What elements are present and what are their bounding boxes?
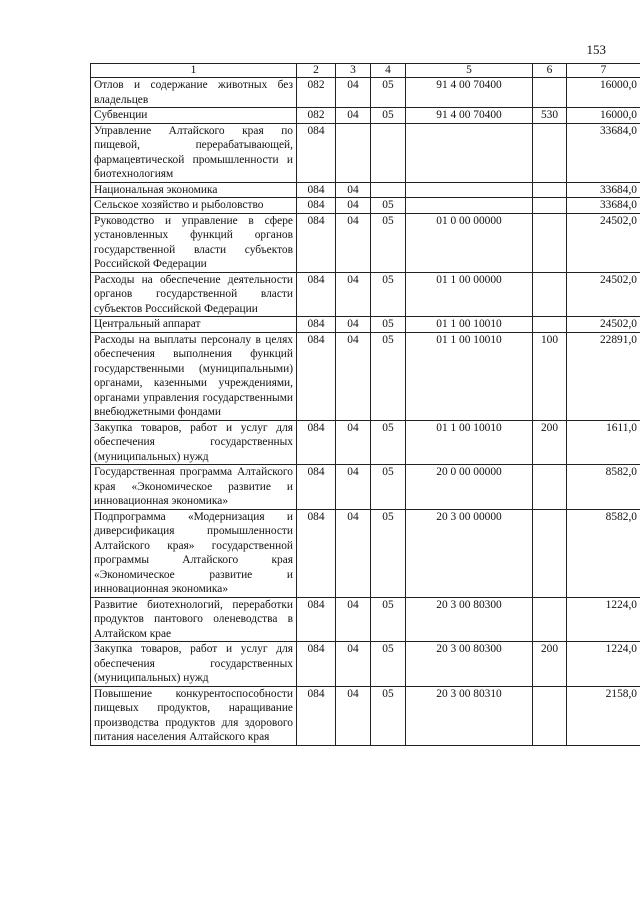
amount-cell: 8582,0 — [567, 509, 640, 597]
ministry-code-cell: 084 — [297, 213, 336, 272]
subsection-code-cell: 05 — [371, 108, 406, 124]
expense-type-cell — [533, 272, 567, 317]
ministry-code-cell: 084 — [297, 686, 336, 745]
subsection-code-cell: 05 — [371, 332, 406, 420]
table-row — [91, 78, 640, 108]
section-code-cell: 04 — [336, 332, 371, 420]
budget-table — [90, 63, 640, 746]
section-code-cell: 04 — [336, 509, 371, 597]
target-code-cell: 91 4 00 70400 — [406, 108, 533, 124]
section-code-cell: 04 — [336, 182, 371, 198]
table-row — [91, 198, 640, 214]
table-row — [91, 317, 640, 333]
amount-cell: 1224,0 — [567, 597, 640, 642]
section-code-cell: 04 — [336, 198, 371, 214]
subsection-code-cell: 05 — [371, 420, 406, 465]
column-header-4: 4 — [371, 64, 406, 78]
target-code-cell: 01 1 00 10010 — [406, 420, 533, 465]
row-name-cell: Закупка товаров, работ и услуг для обеспечения государственных (муниципальных) нужд — [91, 642, 297, 687]
page-number: 153 — [586, 42, 606, 57]
column-header-3: 3 — [336, 64, 371, 78]
table-row — [91, 597, 640, 642]
ministry-code-cell: 084 — [297, 123, 336, 182]
row-name-cell: Управление Алтайского края по пищевой, перерабатывающей, фармацевтической промышленности и биотехнологиям — [91, 123, 297, 182]
expense-type-cell — [533, 597, 567, 642]
amount-cell: 22891,0 — [567, 332, 640, 420]
target-code-cell — [406, 182, 533, 198]
column-header-6: 6 — [533, 64, 567, 78]
subsection-code-cell: 05 — [371, 78, 406, 108]
table-row — [91, 213, 640, 272]
amount-cell: 8582,0 — [567, 465, 640, 510]
ministry-code-cell: 084 — [297, 509, 336, 597]
column-header-7: 7 — [567, 64, 640, 78]
column-header-2: 2 — [297, 64, 336, 78]
subsection-code-cell: 05 — [371, 272, 406, 317]
expense-type-cell — [533, 123, 567, 182]
table-body — [91, 78, 640, 746]
section-code-cell: 04 — [336, 108, 371, 124]
target-code-cell: 20 3 00 80300 — [406, 597, 533, 642]
target-code-cell: 01 1 00 10010 — [406, 332, 533, 420]
subsection-code-cell — [371, 182, 406, 198]
amount-cell: 16000,0 — [567, 78, 640, 108]
amount-cell: 24502,0 — [567, 272, 640, 317]
subsection-code-cell: 05 — [371, 317, 406, 333]
section-code-cell: 04 — [336, 420, 371, 465]
table-row — [91, 465, 640, 510]
expense-type-cell — [533, 686, 567, 745]
amount-cell: 24502,0 — [567, 213, 640, 272]
expense-type-cell — [533, 78, 567, 108]
target-code-cell: 01 1 00 00000 — [406, 272, 533, 317]
amount-cell: 33684,0 — [567, 182, 640, 198]
row-name-cell: Расходы на обеспечение деятельности органов государственной власти субъектов Российской Федерации — [91, 272, 297, 317]
section-code-cell: 04 — [336, 465, 371, 510]
table-row — [91, 272, 640, 317]
row-name-cell: Повышение конкурентоспособности пищевых продуктов, наращивание производства продуктов для здорового питания населения Алтайского края — [91, 686, 297, 745]
expense-type-cell — [533, 509, 567, 597]
amount-cell: 2158,0 — [567, 686, 640, 745]
target-code-cell: 20 0 00 00000 — [406, 465, 533, 510]
subsection-code-cell: 05 — [371, 213, 406, 272]
row-name-cell: Национальная экономика — [91, 182, 297, 198]
section-code-cell — [336, 123, 371, 182]
row-name-cell: Отлов и содержание животных без владельцев — [91, 78, 297, 108]
row-name-cell: Закупка товаров, работ и услуг для обеспечения государственных (муниципальных) нужд — [91, 420, 297, 465]
table-row — [91, 123, 640, 182]
target-code-cell: 91 4 00 70400 — [406, 78, 533, 108]
ministry-code-cell: 084 — [297, 420, 336, 465]
ministry-code-cell: 084 — [297, 182, 336, 198]
row-name-cell: Расходы на выплаты персоналу в целях обеспечения выполнения функций государственными (муниципальными) органами, казенными учреждениями, органами управления государственными внебюджетными фондами — [91, 332, 297, 420]
row-name-cell: Государственная программа Алтайского края «Экономическое развитие и инновационная экономика» — [91, 465, 297, 510]
table-row — [91, 509, 640, 597]
target-code-cell — [406, 198, 533, 214]
expense-type-cell: 200 — [533, 420, 567, 465]
subsection-code-cell: 05 — [371, 642, 406, 687]
expense-type-cell — [533, 198, 567, 214]
ministry-code-cell: 084 — [297, 317, 336, 333]
amount-cell: 24502,0 — [567, 317, 640, 333]
row-name-cell: Руководство и управление в сфере установленных функций органов государственной власти субъектов Российской Федерации — [91, 213, 297, 272]
column-header-5: 5 — [406, 64, 533, 78]
section-code-cell: 04 — [336, 642, 371, 687]
amount-cell: 33684,0 — [567, 198, 640, 214]
target-code-cell: 20 3 00 80300 — [406, 642, 533, 687]
ministry-code-cell: 084 — [297, 642, 336, 687]
table-row — [91, 642, 640, 687]
target-code-cell: 01 0 00 00000 — [406, 213, 533, 272]
expense-type-cell — [533, 182, 567, 198]
row-name-cell: Центральный аппарат — [91, 317, 297, 333]
amount-cell: 1224,0 — [567, 642, 640, 687]
header-row — [91, 64, 640, 78]
expense-type-cell: 530 — [533, 108, 567, 124]
expense-type-cell: 100 — [533, 332, 567, 420]
subsection-code-cell — [371, 123, 406, 182]
table-row — [91, 182, 640, 198]
ministry-code-cell: 084 — [297, 272, 336, 317]
subsection-code-cell: 05 — [371, 509, 406, 597]
ministry-code-cell: 082 — [297, 78, 336, 108]
section-code-cell: 04 — [336, 272, 371, 317]
row-name-cell: Подпрограмма «Модернизация и диверсификация промышленности Алтайского края» государственной программы Алтайского края «Экономическое развитие и инновационная экономика» — [91, 509, 297, 597]
ministry-code-cell: 084 — [297, 465, 336, 510]
subsection-code-cell: 05 — [371, 198, 406, 214]
table-row — [91, 108, 640, 124]
row-name-cell: Развитие биотехнологий, переработки продуктов пантового оленеводства в Алтайском крае — [91, 597, 297, 642]
ministry-code-cell: 084 — [297, 597, 336, 642]
expense-type-cell — [533, 213, 567, 272]
table-row — [91, 420, 640, 465]
ministry-code-cell: 082 — [297, 108, 336, 124]
ministry-code-cell: 084 — [297, 332, 336, 420]
section-code-cell: 04 — [336, 78, 371, 108]
section-code-cell: 04 — [336, 686, 371, 745]
target-code-cell: 01 1 00 10010 — [406, 317, 533, 333]
subsection-code-cell: 05 — [371, 465, 406, 510]
target-code-cell: 20 3 00 00000 — [406, 509, 533, 597]
expense-type-cell — [533, 465, 567, 510]
table-row — [91, 686, 640, 745]
column-header-1: 1 — [91, 64, 297, 78]
table-row — [91, 332, 640, 420]
ministry-code-cell: 084 — [297, 198, 336, 214]
expense-type-cell — [533, 317, 567, 333]
target-code-cell: 20 3 00 80310 — [406, 686, 533, 745]
row-name-cell: Субвенции — [91, 108, 297, 124]
amount-cell: 16000,0 — [567, 108, 640, 124]
section-code-cell: 04 — [336, 597, 371, 642]
row-name-cell: Сельское хозяйство и рыболовство — [91, 198, 297, 214]
section-code-cell: 04 — [336, 317, 371, 333]
subsection-code-cell: 05 — [371, 597, 406, 642]
expense-type-cell: 200 — [533, 642, 567, 687]
subsection-code-cell: 05 — [371, 686, 406, 745]
amount-cell: 33684,0 — [567, 123, 640, 182]
section-code-cell: 04 — [336, 213, 371, 272]
target-code-cell — [406, 123, 533, 182]
amount-cell: 1611,0 — [567, 420, 640, 465]
